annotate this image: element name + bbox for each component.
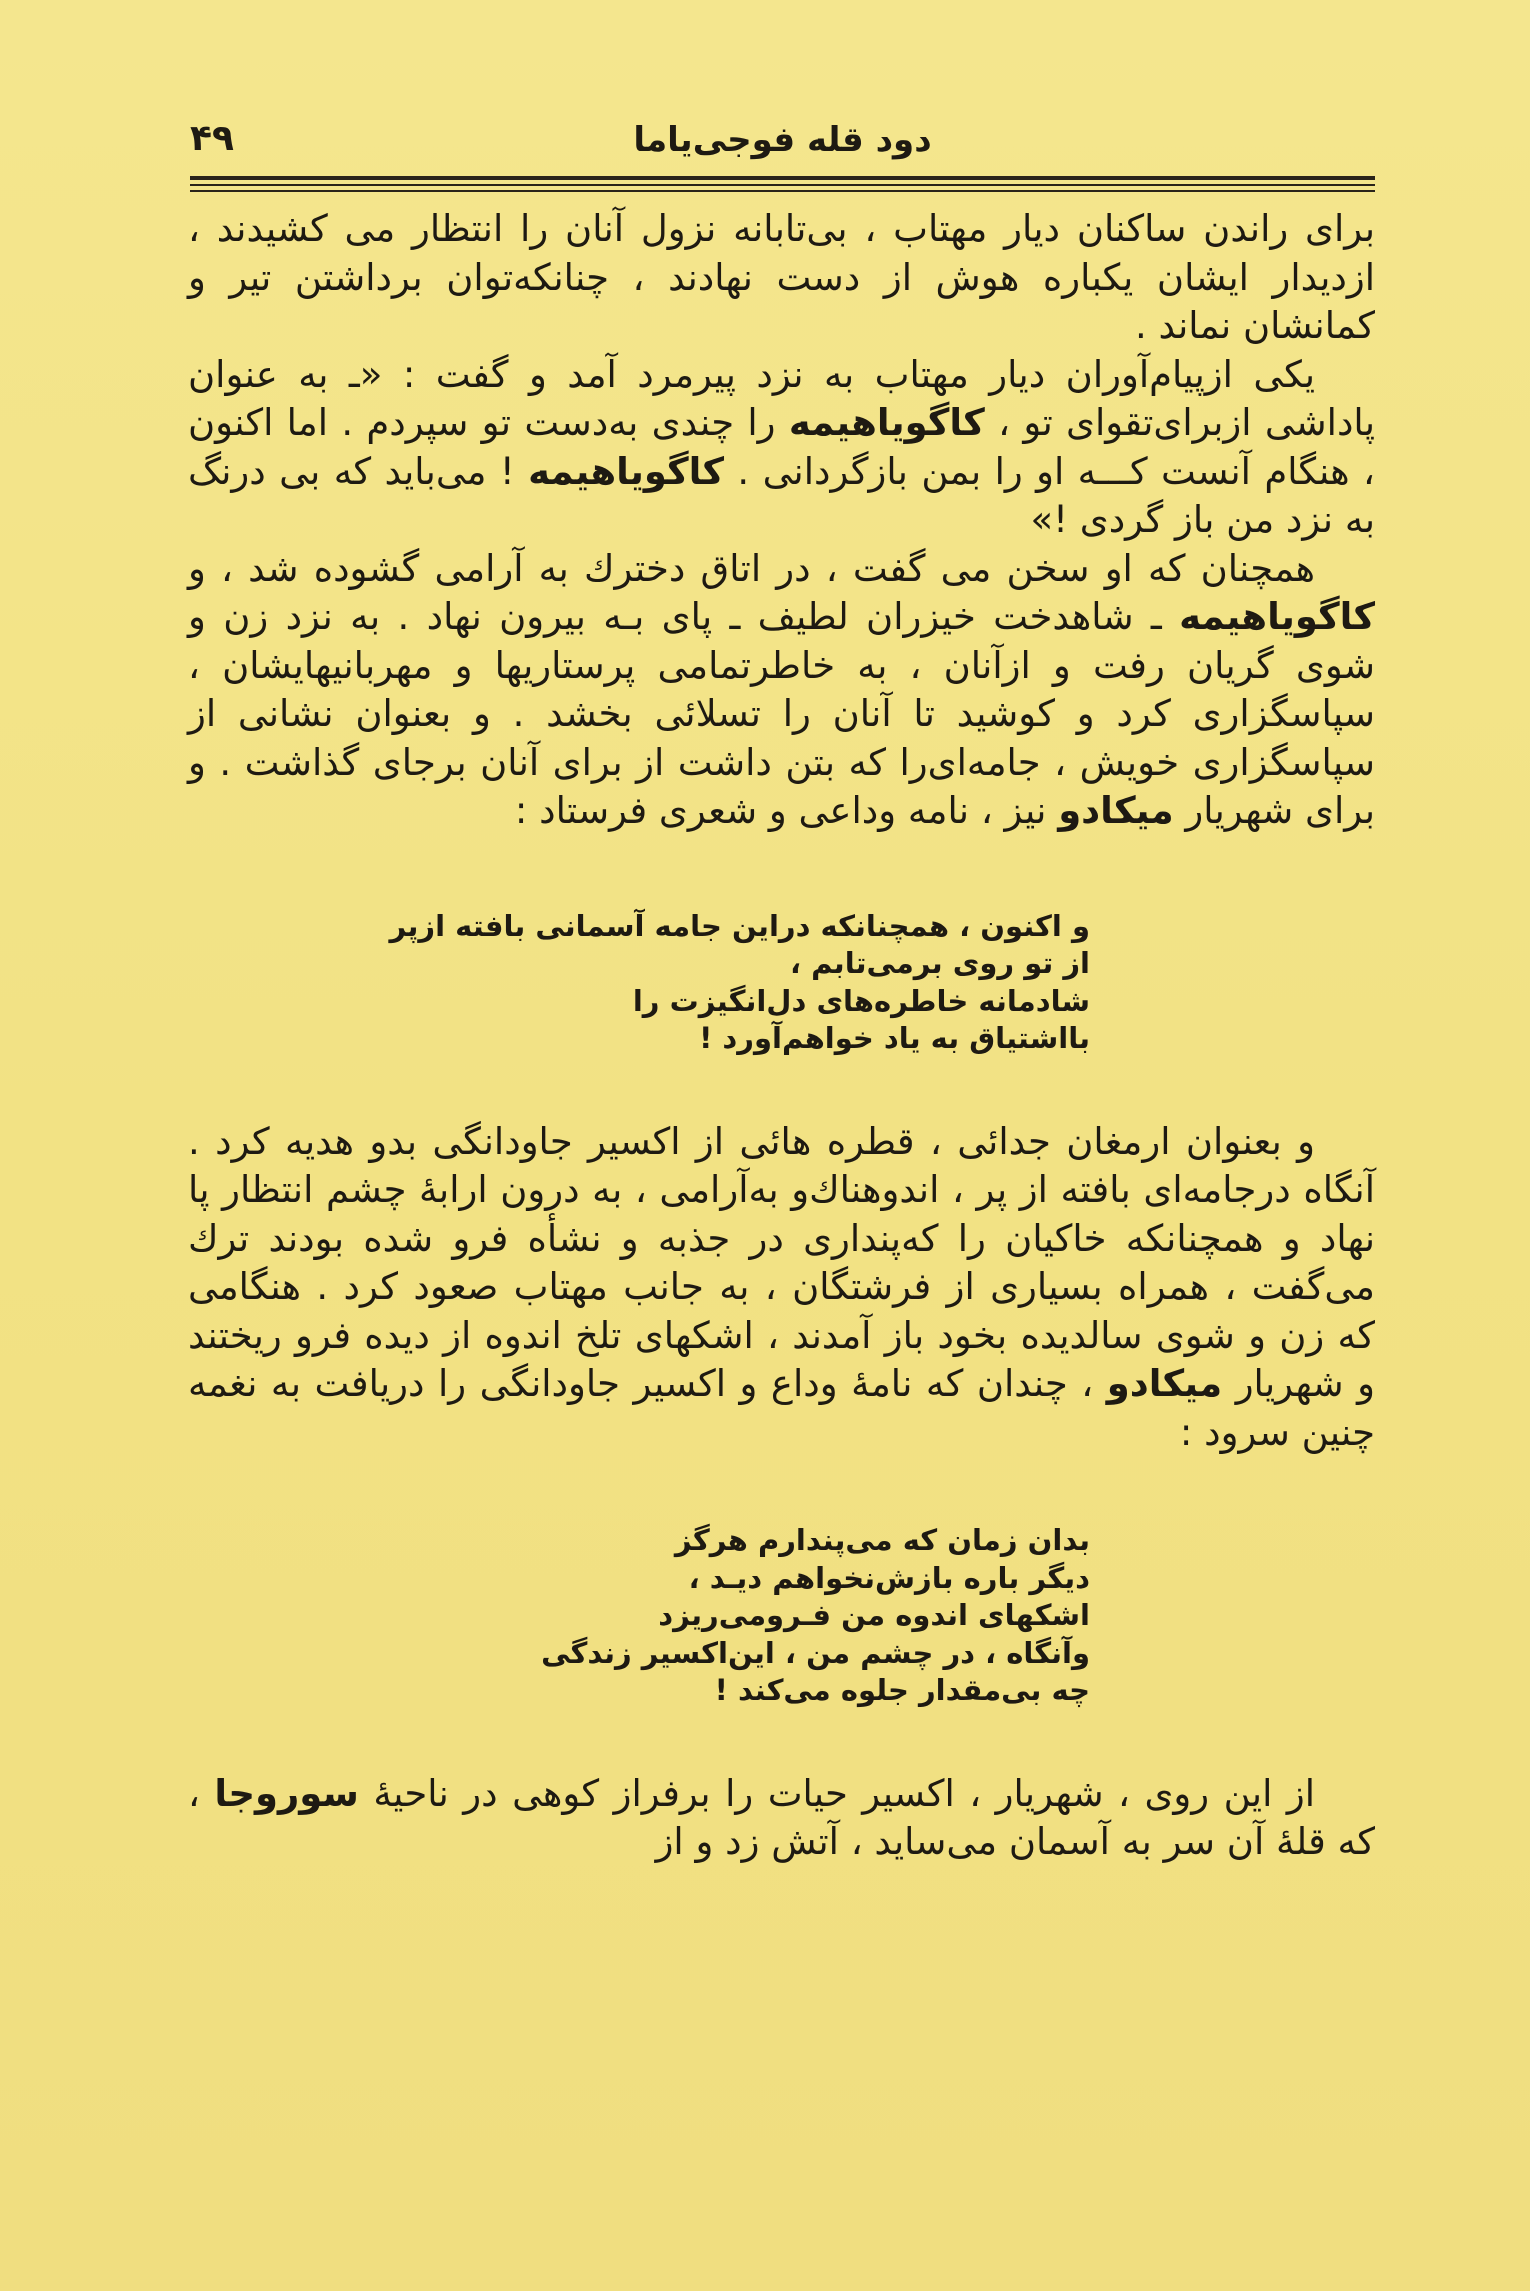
poem-line: از تو روی برمی‌تابم ،	[789, 946, 1090, 980]
paragraph-text: را چندی به‌دست تو سپردم . اما اکنون ، هنگام آنست کـــه او را بمن بازگردانی .	[188, 401, 1375, 493]
paragraph-4	[188, 1118, 1375, 1458]
poem-line: دیگر باره بازش‌نخواهم دیـد ،	[688, 1560, 1090, 1595]
poem-2	[188, 1522, 1090, 1710]
character-name: کاگویاهیمه	[788, 401, 985, 444]
poem-line: و اکنون ، همچنانکه دراین جامه آسمانی بافته ازپر	[389, 908, 1090, 943]
paragraph-text: ، که قلهٔ آن سر به آسمان می‌ساید ، آتش زد و از	[188, 1771, 1375, 1863]
paragraph-text: از این روی ، شهریار ، اکسیر حیات را برفراز کوهی در ناحیهٔ	[358, 1771, 1315, 1815]
place-name: سوروجا	[214, 1771, 359, 1815]
paragraph-text: ، چندان که نامهٔ وداع و اکسیر جاودانگی را دریافت به نغمه چنین سرود :	[188, 1362, 1375, 1454]
poem-line: اشکهای اندوه من فـرومی‌ریزد	[658, 1598, 1090, 1632]
paragraph-3	[188, 545, 1375, 836]
paragraph-text: همچنان که او سخن می گفت ، در اتاق دخترك به آرامی گشوده شد ، و	[188, 546, 1315, 590]
poem-line: بااشتیاق به یاد خواهم‌آورد !	[699, 1021, 1090, 1055]
running-title: دود قله فوجی‌یاما	[633, 120, 932, 160]
character-name: کاگویاهیمه	[1179, 595, 1375, 638]
character-name: میکادو	[1058, 789, 1174, 832]
poem-1	[188, 908, 1090, 1058]
page-number: ۴۹	[190, 118, 234, 159]
paragraph-text: ـ شاهدخت خیزران لطیف ـ پای بـه بیرون نهاد . به نزد زن و شوی گریان رفت و ازآنان ، به خاطرتمامی پرستاریها و مهربانیهایشان ، سپاسگزاری کرد و کوشید تا آنان را تسلائی بخشد . و بعنوان نشانی از سپاسگزاری خویش ، جامه‌ای‌را که بتن داشت از برای آنان برجای گذاشت . و برای شهریار	[188, 595, 1375, 832]
poem-line: وآنگاه ، در چشم من ، این‌اکسیر زندگی	[541, 1635, 1090, 1670]
paragraph-text: یکی ازپیام‌آوران دیار مهتاب به نزد پیرمرد آمد و گفت : «ـ به عنوان پاداشی ازبرای‌تقوای تو ،	[188, 352, 1375, 444]
header-rule-thin	[190, 184, 1375, 186]
poem-line: چه بی‌مقدار جلوه می‌کند !	[714, 1673, 1090, 1707]
poem-line: شادمانه خاطره‌های دل‌انگیزت را	[632, 983, 1090, 1018]
paragraph-1	[188, 205, 1375, 351]
character-name: کاگویاهیمه	[528, 449, 725, 493]
paragraph-text: ! می‌باید که بی درنگ به نزد من باز گردی !»	[188, 449, 1375, 541]
paragraph-text: نیز ، نامه وداعی و شعری فرستاد :	[514, 789, 1059, 832]
paragraph-2	[188, 351, 1375, 545]
page-header	[190, 112, 1375, 172]
header-rule-thin-2	[190, 190, 1375, 192]
page-body	[188, 205, 1375, 1867]
poem-line: بدان زمان که می‌پندارم هرگز	[674, 1523, 1090, 1557]
paragraph-text: و بعنوان ارمغان جدائی ، قطره هائی از اکسیر جاودانگی بدو هدیه کرد . آنگاه درجامه‌ای بافته از پر ، اندوهناك‌و به‌آرامی ، به درون ارابهٔ چشم انتظار پا نهاد و همچنانکه خاکیان را که‌پنداری در جذبه و نشأه فرو شده بودند ترك می‌گفت ، همراه بسیاری از فرشتگان ، به جانب مهتاب صعود کرد . هنگامی که زن و شوی سالدیده بخود باز آمدند ، اشکهای تلخ اندوه از دیده فرو ریختند و شهریار	[188, 1119, 1375, 1405]
paragraph-text: برای راندن ساکنان دیار مهتاب ، بی‌تابانه نزول آنان را انتظار می کشیدند ، ازدیدار ایشان یکباره هوش از دست نهادند ، چنانکه‌توان برداشتن تیر و کمانشان نماند .	[188, 207, 1375, 347]
character-name: میکادو	[1106, 1362, 1223, 1405]
paragraph-5	[188, 1770, 1375, 1867]
header-rule	[190, 176, 1375, 180]
